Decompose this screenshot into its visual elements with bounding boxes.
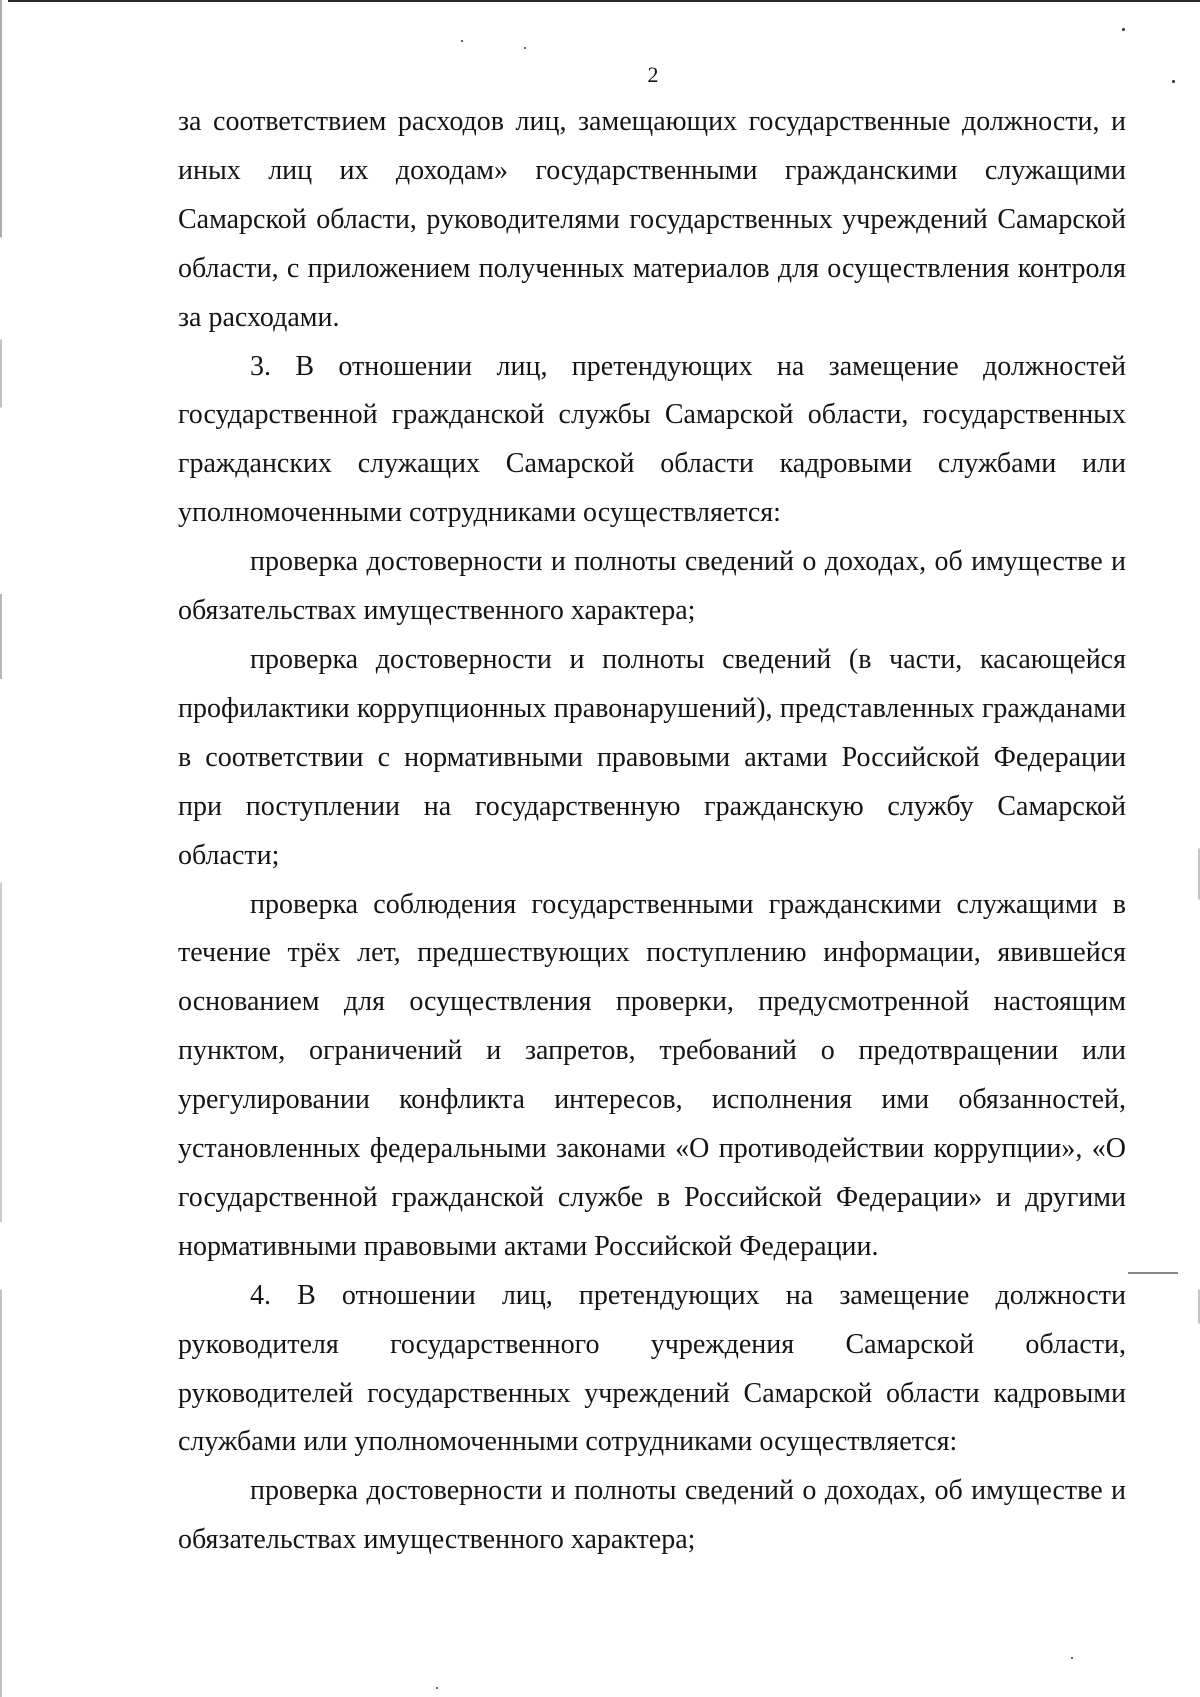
paragraph: 3. В отношении лиц, претендующих на замещение должностей государственной гражданской службы Самарской области, государственных гражданских служащих Самарской области кадровыми службами или уполномоченными сотрудниками осуществляется: [178, 350, 1126, 529]
scan-edge-left [0, 0, 2, 1697]
page-number: 2 [647, 62, 659, 87]
scan-speck [1071, 1657, 1073, 1659]
scan-edge-top [8, 0, 1200, 2]
scan-speck [524, 47, 526, 49]
document-body [178, 98, 1126, 1565]
paragraph: проверка достоверности и полноты сведений (в части, касающейся профилактики коррупционных правонарушений), представленных гражданами в соответствии с нормативными правовыми актами Российской Федерации при поступлении на государственную гражданскую службу Самарской области; [178, 643, 1126, 871]
scan-speck [1128, 1272, 1178, 1274]
scan-speck [461, 40, 463, 42]
paragraph: проверка соблюдения государственными гражданскими служащими в течение трёх лет, предшествующих поступлению информации, явившейся основанием для осуществления проверки, предусмотренной настоящим пунктом, ограничений и запретов, требований о предотвращении или урегулировании конфликта интересов, исполнения ими обязанностей, установленных федеральными законами «О противодействии коррупции», «О государственной гражданской службе в Российской Федерации» и другими нормативными правовыми актами Российской Федерации. [178, 888, 1126, 1262]
paragraph: за соответствием расходов лиц, замещающих государственные должности, и иных лиц их доходам» государственными гражданскими служащими Самарской области, руководителями государственных учреждений Самарской области, с приложением полученных материалов для осуществления контроля за расходами. [178, 106, 1126, 333]
paragraph: 4. В отношении лиц, претендующих на замещение должности руководителя государственного учреждения Самарской области, руководителей государственных учреждений Самарской области кадровыми службами или уполномоченными сотрудниками осуществляется: [178, 1279, 1126, 1458]
paragraph: проверка достоверности и полноты сведений о доходах, об имуществе и обязательствах имущественного характера; [178, 1475, 1126, 1556]
paragraph: проверка достоверности и полноты сведений о доходах, об имуществе и обязательствах имущественного характера; [178, 546, 1126, 627]
scan-speck [436, 1687, 438, 1689]
scan-speck [1122, 28, 1125, 31]
